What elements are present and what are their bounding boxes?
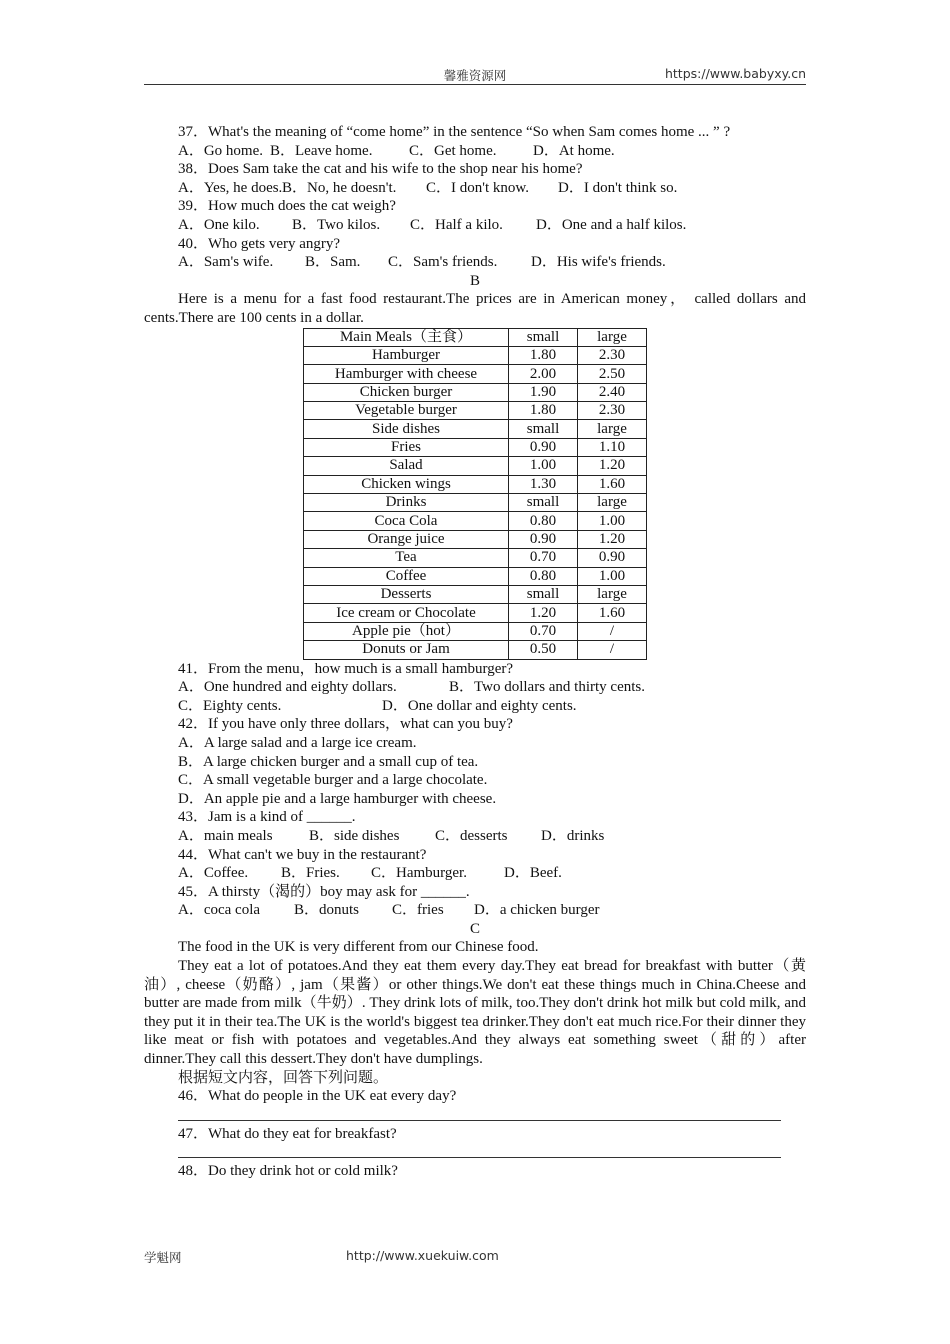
- question-42: 42．If you have only three dollars，what can you buy?: [178, 716, 513, 733]
- question-44: 44．What can't we buy in the restaurant?: [178, 846, 427, 863]
- price-small: 0.50: [509, 641, 578, 659]
- options-45: [144, 901, 806, 920]
- price-small: small: [509, 586, 578, 604]
- section-label-b: B: [469, 272, 480, 289]
- question-40: 40．Who gets very angry?: [178, 235, 341, 252]
- menu-item-name: Salad: [304, 457, 509, 475]
- menu-item-name: Vegetable burger: [304, 402, 509, 420]
- menu-row: [304, 549, 647, 567]
- menu-row: [304, 567, 647, 585]
- menu-item-name: Orange juice: [304, 530, 509, 548]
- price-small: 1.30: [509, 475, 578, 493]
- option: D．I don't think so.: [558, 179, 678, 196]
- question-48: 48．Do they drink hot or cold milk?: [178, 1163, 398, 1180]
- question-41: 41．From the menu，how much is a small hamburger?: [178, 660, 514, 677]
- menu-item-name: Tea: [304, 549, 509, 567]
- menu-row: [304, 420, 647, 438]
- menu-row: [304, 383, 647, 401]
- page-header: [144, 64, 806, 85]
- options-37: [144, 142, 806, 161]
- option: B．Fries.: [281, 865, 340, 882]
- menu-row: [304, 530, 647, 548]
- option: D．At home.: [533, 142, 615, 159]
- menu-item-name: Drinks: [304, 494, 509, 512]
- option: C．Eighty cents.: [178, 697, 282, 714]
- price-large: large: [578, 586, 647, 604]
- option: D．a chicken burger: [474, 902, 600, 919]
- option: D．Beef.: [504, 865, 562, 882]
- options-38: [144, 179, 806, 198]
- option: A．main meals: [178, 827, 273, 844]
- menu-row: [304, 622, 647, 640]
- price-large: /: [578, 622, 647, 640]
- menu-item-name: Desserts: [304, 586, 509, 604]
- option: B．Two kilos.: [292, 216, 381, 233]
- header-url: https://www.babyxy.cn: [664, 66, 806, 81]
- menu-row: [304, 457, 647, 475]
- question-43: 43．Jam is a kind of ______.: [178, 809, 356, 826]
- menu-item-name: Donuts or Jam: [304, 641, 509, 659]
- option: C．Half a kilo.: [410, 216, 503, 233]
- menu-row: [304, 328, 647, 346]
- option: B．No, he doesn't.: [282, 179, 397, 196]
- price-large: large: [578, 420, 647, 438]
- option: A．Coffee.: [178, 865, 249, 882]
- price-large: 1.10: [578, 438, 647, 456]
- menu-row: [304, 512, 647, 530]
- option: A．Sam's wife.: [178, 254, 274, 271]
- option: C．Hamburger.: [371, 865, 467, 882]
- option: A．One hundred and eighty dollars.: [178, 679, 397, 696]
- options-43: [144, 827, 806, 846]
- price-small: 0.70: [509, 549, 578, 567]
- menu-row: [304, 365, 647, 383]
- menu-row: [304, 604, 647, 622]
- footer-url: http://www.xuekuiw.com: [346, 1248, 499, 1263]
- price-small: 0.90: [509, 438, 578, 456]
- instruction: 根据短文内容，回答下列问题。: [178, 1069, 389, 1086]
- option: B．donuts: [294, 902, 360, 919]
- price-large: 1.60: [578, 604, 647, 622]
- price-large: 2.50: [578, 365, 647, 383]
- passage-c-p1: The food in the UK is very different from our Chinese food.: [178, 939, 539, 956]
- price-large: large: [578, 328, 647, 346]
- menu-row: [304, 475, 647, 493]
- passage-c-p2: They eat a lot of potatoes.And they eat them every day.They eat bread for breakfast with butter（黄油）, cheese（奶酪）, jam（果酱）or other things.We don't eat these things much in China.Cheese and butter are made from milk（牛奶）. They drink lots of milk, too.They don't drink hot milk but cold milk, and they put it in their tea.The UK is the world's biggest tea drinker.They don't eat much rice.For their dinner they like meat or fish with potatoes and vegetables.And they always eat something sweet（甜的）after dinner.They call this dessert.They don't have dumplings.: [144, 958, 806, 1068]
- option-42c: C．A small vegetable burger and a large chocolate.: [178, 772, 488, 789]
- price-small: 1.90: [509, 383, 578, 401]
- option: C．fries: [392, 902, 444, 919]
- menu-item-name: Chicken wings: [304, 475, 509, 493]
- menu-item-name: Hamburger with cheese: [304, 365, 509, 383]
- menu-item-name: Chicken burger: [304, 383, 509, 401]
- price-small: 1.80: [509, 346, 578, 364]
- question-47: 47．What do they eat for breakfast?: [178, 1125, 397, 1142]
- menu-row: [304, 402, 647, 420]
- options-44: [144, 864, 806, 883]
- menu-item-name: Fries: [304, 438, 509, 456]
- price-large: 1.00: [578, 512, 647, 530]
- options-40: [144, 253, 806, 272]
- option: B．Sam.: [305, 254, 361, 271]
- option: D．His wife's friends.: [531, 254, 666, 271]
- menu-item-name: Coca Cola: [304, 512, 509, 530]
- price-large: 2.30: [578, 402, 647, 420]
- question-37: 37．What's the meaning of “come home” in the sentence “So when Sam comes home ... ” ?: [178, 124, 731, 140]
- option: A．coca cola: [178, 902, 261, 919]
- option: A．Yes, he does.: [178, 179, 283, 196]
- menu-intro: Here is a menu for a fast food restaurant.The prices are in American money， called dollars and cents.There are 100 cents in a dollar.: [144, 291, 806, 326]
- option: C．Sam's friends.: [388, 254, 498, 271]
- price-large: 1.20: [578, 457, 647, 475]
- option: C．Get home.: [409, 142, 497, 159]
- option: A．Go home.: [178, 142, 263, 159]
- price-large: 2.40: [578, 383, 647, 401]
- price-small: 2.00: [509, 365, 578, 383]
- price-small: 1.00: [509, 457, 578, 475]
- price-small: 1.20: [509, 604, 578, 622]
- price-small: 1.80: [509, 402, 578, 420]
- menu-item-name: Ice cream or Chocolate: [304, 604, 509, 622]
- menu-item-name: Coffee: [304, 567, 509, 585]
- document-body: [144, 123, 806, 1181]
- option: B．Two dollars and thirty cents.: [449, 679, 646, 696]
- menu-item-name: Side dishes: [304, 420, 509, 438]
- option: B．Leave home.: [270, 142, 373, 159]
- price-small: 0.90: [509, 530, 578, 548]
- menu-item-name: Main Meals（主食）: [304, 328, 509, 346]
- option: D．One dollar and eighty cents.: [382, 697, 577, 714]
- price-large: 0.90: [578, 549, 647, 567]
- menu-row: [304, 346, 647, 364]
- menu-row: [304, 494, 647, 512]
- price-small: small: [509, 420, 578, 438]
- options-41: [144, 678, 806, 697]
- option: D．drinks: [541, 827, 605, 844]
- option: C．I don't know.: [426, 179, 529, 196]
- menu-table: [303, 328, 647, 660]
- price-large: 1.20: [578, 530, 647, 548]
- menu-row: [304, 586, 647, 604]
- footer-site-name: 学魁网: [144, 1250, 182, 1265]
- header-site-name: 馨雅资源网: [443, 68, 507, 83]
- menu-item-name: Apple pie（hot）: [304, 622, 509, 640]
- question-38: 38．Does Sam take the cat and his wife to the shop near his home?: [178, 161, 583, 178]
- option-42d: D．An apple pie and a large hamburger with cheese.: [178, 790, 497, 807]
- question-45: 45．A thirsty（渴的）boy may ask for ______.: [178, 883, 470, 900]
- answer-line-46[interactable]: [178, 1106, 781, 1121]
- price-large: /: [578, 641, 647, 659]
- price-small: small: [509, 494, 578, 512]
- answer-line-47[interactable]: [178, 1143, 781, 1158]
- price-small: 0.70: [509, 622, 578, 640]
- options-41b: [144, 697, 806, 716]
- price-large: large: [578, 494, 647, 512]
- price-small: small: [509, 328, 578, 346]
- option: B．side dishes: [309, 827, 400, 844]
- option: A．One kilo.: [178, 216, 260, 233]
- price-large: 1.60: [578, 475, 647, 493]
- price-small: 0.80: [509, 567, 578, 585]
- option: D．One and a half kilos.: [536, 216, 687, 233]
- menu-row: [304, 641, 647, 659]
- option-42b: B．A large chicken burger and a small cup of tea.: [178, 753, 479, 770]
- option-42a: A．A large salad and a large ice cream.: [178, 734, 417, 751]
- page-footer: [144, 1248, 806, 1266]
- price-large: 2.30: [578, 346, 647, 364]
- options-39: [144, 216, 806, 235]
- section-label-c: C: [469, 920, 480, 937]
- option: C．desserts: [435, 827, 508, 844]
- question-39: 39．How much does the cat weigh?: [178, 198, 396, 215]
- menu-row: [304, 438, 647, 456]
- price-small: 0.80: [509, 512, 578, 530]
- question-46: 46．What do people in the UK eat every day?: [178, 1088, 457, 1105]
- price-large: 1.00: [578, 567, 647, 585]
- menu-item-name: Hamburger: [304, 346, 509, 364]
